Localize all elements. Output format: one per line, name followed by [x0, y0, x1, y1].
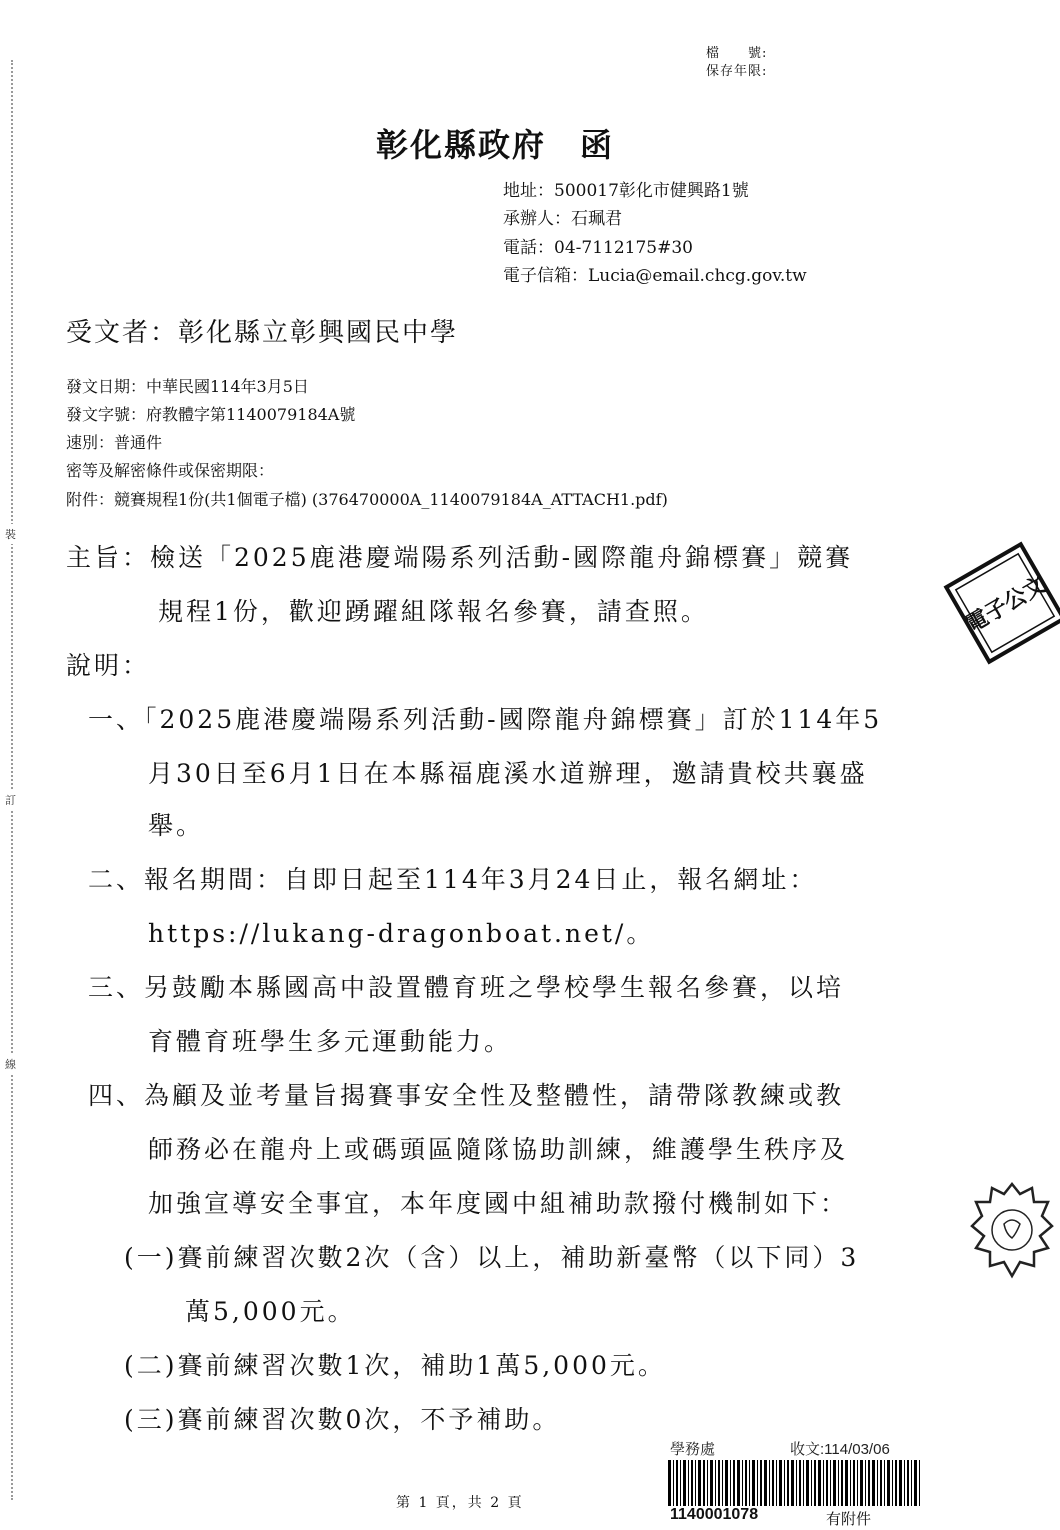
official-seal-icon [972, 1180, 1052, 1290]
item-four-line-2: 師務必在龍舟上或碼頭區隨隊協助訓練，維護學生秩序及 [148, 1135, 849, 1164]
file-number-label: 檔 號: [706, 46, 768, 61]
electronic-document-stamp [950, 548, 1060, 658]
sender-address: 地址：500017彰化市健興路1號 [503, 181, 749, 201]
item-two-url: https://lukang-dragonboat.net/。 [148, 919, 655, 948]
barcode-icon [668, 1460, 920, 1506]
page-number: 第 1 頁，共 2 頁 [396, 1495, 524, 1511]
subject-line-1: 主旨：檢送「2025鹿港慶端陽系列活動-國際龍舟錦標賽」競賽 [66, 543, 854, 572]
item-two-line-1: 二、報名期間：自即日起至114年3月24日止，報名網址： [88, 865, 818, 894]
item-four-line-3: 加強宣導安全事宜，本年度國中組補助款撥付機制如下： [148, 1189, 849, 1218]
stamp-text: 電子公文 [961, 571, 1051, 638]
attachment-info: 附件：競賽規程1份(共1個電子檔) (376470000A_1140079184A_ATTACH1.pdf) [66, 490, 668, 509]
subitem-one-line-2: 萬5,000元。 [185, 1297, 356, 1326]
item-one-line-2: 月30日至6月1日在本縣福鹿溪水道辦理，邀請貴校共襄盛 [148, 759, 868, 788]
secrecy-level: 密等及解密條件或保密期限： [66, 461, 275, 480]
binding-mark-xian: 線 [5, 1054, 16, 1074]
binding-mark-ding: 訂 [5, 790, 16, 810]
binding-margin-line [11, 60, 13, 1500]
receipt-date: 收文:114/03/06 [790, 1441, 890, 1458]
attachment-flag: 有附件 [826, 1511, 872, 1528]
subject-line-2: 規程1份，歡迎踴躍組隊報名參賽，請查照。 [158, 597, 709, 626]
explanation-label: 說明： [66, 651, 151, 680]
item-four-line-1: 四、為顧及並考量旨揭賽事安全性及整體性，請帶隊教練或教 [88, 1081, 845, 1110]
retention-label: 保存年限: [706, 64, 768, 79]
receipt-office: 學務處 [670, 1441, 716, 1458]
recipient: 受文者：彰化縣立彰興國民中學 [66, 318, 459, 348]
subitem-one-line-1: (一)賽前練習次數2次（含）以上，補助新臺幣（以下同）3 [124, 1243, 860, 1272]
delivery-speed: 速別：普通件 [66, 433, 163, 452]
item-three-line-2: 育體育班學生多元運動能力。 [148, 1027, 513, 1056]
sender-phone: 電話：04-7112175#30 [503, 238, 693, 258]
item-one-line-1: 一、「2025鹿港慶端陽系列活動-國際龍舟錦標賽」訂於114年5 [88, 705, 883, 734]
barcode-number: 1140001078 [670, 1506, 759, 1523]
subitem-two: (二)賽前練習次數1次，補助1萬5,000元。 [124, 1351, 666, 1380]
binding-mark-zhuang: 裝 [5, 524, 16, 544]
sender-email: 電子信箱：Lucia@email.chcg.gov.tw [503, 266, 807, 286]
issue-date: 發文日期：中華民國114年3月5日 [66, 377, 309, 396]
item-one-line-3: 舉。 [148, 811, 205, 840]
reference-number: 發文字號：府教體字第1140079184A號 [66, 405, 356, 424]
sender-contact: 承辦人：石珮君 [503, 209, 622, 229]
document-title: 彰化縣政府 函 [376, 126, 615, 164]
subitem-three: (三)賽前練習次數0次，不予補助。 [124, 1405, 561, 1434]
item-three-line-1: 三、另鼓勵本縣國高中設置體育班之學校學生報名參賽，以培 [88, 973, 845, 1002]
